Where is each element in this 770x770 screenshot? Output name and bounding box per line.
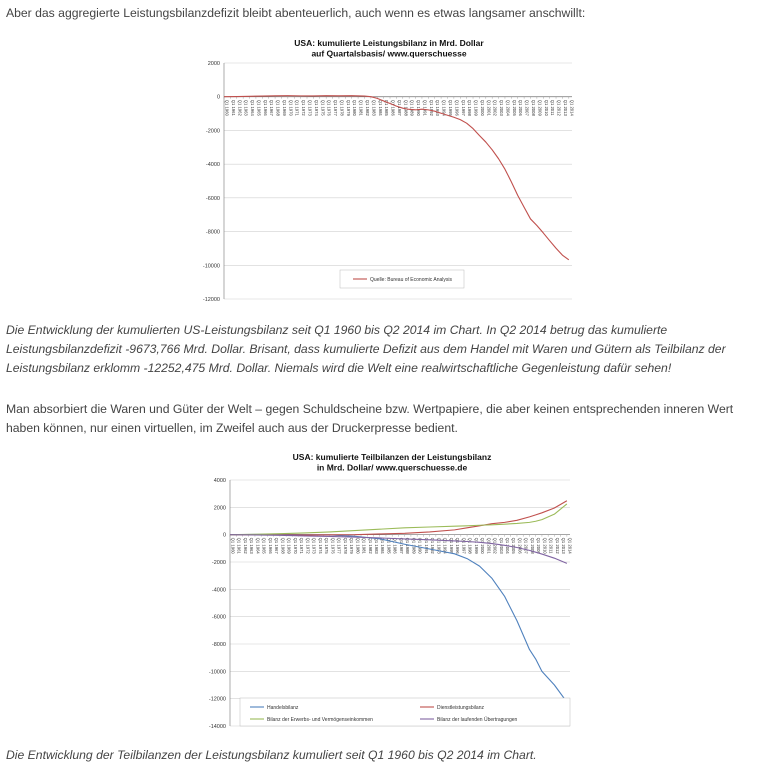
chart-svg: [200, 448, 580, 730]
x-tick-label: Q1 1963: [249, 537, 255, 554]
y-tick-label: -8000: [211, 642, 226, 648]
x-tick-label: Q1 1992: [430, 537, 436, 554]
x-tick-label: Q1 1966: [267, 537, 273, 554]
x-tick-label: Q1 1985: [384, 99, 390, 116]
x-tick-label: Q1 2005: [511, 99, 517, 116]
chart-title: USA: kumulierte Leistungsbilanz in Mrd. Dollar: [294, 38, 484, 48]
x-tick-label: Q1 2010: [543, 99, 549, 116]
x-tick-label: Q1 1975: [320, 99, 326, 116]
legend-label: Dienstleistungsbilanz: [437, 704, 484, 711]
x-tick-label: Q1 1987: [398, 537, 404, 554]
x-tick-label: Q1 1999: [473, 537, 479, 554]
x-tick-label: Q1 1966: [262, 99, 268, 116]
x-tick-label: Q1 1987: [396, 99, 402, 116]
legend-label: Quelle: Bureau of Economic Analysis: [370, 276, 452, 283]
x-tick-label: Q1 1996: [454, 99, 460, 116]
x-tick-label: Q1 1979: [345, 99, 351, 116]
x-tick-label: Q1 1992: [428, 99, 434, 116]
legend-label: Handelsbilanz: [267, 704, 299, 711]
legend-label: Bilanz der Erwerbs- und Vermögenseinkommen: [267, 716, 373, 723]
x-tick-label: Q1 1984: [377, 99, 383, 116]
x-tick-label: Q1 1960: [224, 99, 230, 116]
x-tick-label: Q1 2005: [511, 537, 517, 554]
x-tick-label: Q1 1995: [447, 99, 453, 116]
x-tick-label: Q1 2000: [480, 537, 486, 554]
x-tick-label: Q1 2013: [561, 537, 567, 554]
x-tick-label: Q1 1968: [280, 537, 286, 554]
x-tick-label: Q1 2006: [518, 99, 524, 116]
body-paragraph: Man absorbiert die Waren und Güter der Welt – gegen Schuldscheine bzw. Wertpapiere, die aber keinen entsprechenden inneren Wert haben können, nur einen virtuellen, im Zweifel auch aus der Druckerpresse bedient.: [6, 402, 734, 435]
legend-label: Bilanz der laufenden Übertragungen: [437, 716, 518, 723]
x-tick-label: Q1 1990: [417, 537, 423, 554]
x-tick-label: Q1 2012: [556, 99, 562, 116]
x-tick-label: Q1 1967: [274, 537, 280, 554]
x-tick-label: Q1 1969: [281, 99, 287, 116]
x-tick-label: Q1 1994: [442, 537, 448, 554]
x-tick-label: Q1 2001: [486, 537, 492, 554]
chart-title: USA: kumulierte Teilbilanzen der Leistungsbilanz: [292, 452, 492, 462]
chart-kumulierte-teilbilanzen: [200, 448, 580, 730]
chart-kumulierte-leistungsbilanz: [190, 36, 580, 306]
caption-chart-1: Die Entwicklung der kumulierten US-Leistungsbilanz seit Q1 1960 bis Q2 2014 im Chart. In Q2 2014 betrug das kumulierte Leistungsbilanzdefizit -9673,766 Mrd. Dollar. Brisant, dass kumulierte Defizit aus dem Handel mit Waren und Gütern als Teilbilanz der Leistungsbilanz erklomm -12252,475 Mrd. Dollar. Niemals wird die Welt eine realwirtschaftliche Gegenleistung dafür sehen!: [6, 323, 726, 375]
series-line-2: [230, 501, 567, 535]
x-tick-label: Q1 2007: [524, 99, 530, 116]
x-tick-label: Q1 2009: [536, 537, 542, 554]
x-tick-label: Q1 1991: [423, 537, 429, 554]
x-tick-label: Q1 2011: [548, 537, 554, 554]
x-tick-label: Q1 1973: [307, 99, 313, 116]
x-tick-label: Q1 1988: [403, 99, 409, 116]
x-tick-label: Q1 1961: [236, 537, 242, 554]
y-tick-label: 2000: [207, 61, 220, 67]
y-tick-label: -12000: [202, 297, 220, 303]
x-tick-label: Q1 2003: [498, 537, 504, 554]
y-tick-label: -14000: [208, 724, 226, 730]
x-tick-label: Q1 1973: [311, 537, 317, 554]
x-tick-label: Q1 2002: [492, 99, 498, 116]
x-tick-label: Q1 1962: [242, 537, 248, 554]
x-tick-label: Q1 1962: [237, 99, 243, 116]
x-tick-label: Q1 1997: [461, 537, 467, 554]
x-tick-label: Q1 1986: [390, 99, 396, 116]
x-tick-label: Q1 1965: [256, 99, 262, 116]
x-tick-label: Q1 1994: [441, 99, 447, 116]
x-tick-label: Q1 2007: [523, 537, 529, 554]
x-tick-label: Q1 1978: [339, 99, 345, 116]
x-tick-label: Q1 1989: [411, 537, 417, 554]
x-tick-label: Q1 1967: [269, 99, 275, 116]
x-tick-label: Q1 1999: [473, 99, 479, 116]
series-line-1: [224, 96, 569, 260]
series-line-1: [230, 534, 567, 702]
x-tick-label: Q1 2000: [479, 99, 485, 116]
x-tick-label: Q1 1970: [292, 537, 298, 554]
y-tick-label: 4000: [213, 478, 226, 484]
x-tick-label: Q1 1960: [230, 537, 236, 554]
x-tick-label: Q1 1976: [326, 99, 332, 116]
y-tick-label: -4000: [211, 587, 226, 594]
intro-text: Aber das aggregierte Leistungsbilanzdefizit bleibt abenteuerlich, auch wenn es etwas langsamer anschwillt:: [6, 6, 586, 20]
x-tick-label: Q1 1983: [371, 99, 377, 116]
x-tick-label: Q1 1976: [330, 537, 336, 554]
x-tick-label: Q1 2010: [542, 537, 548, 554]
x-tick-label: Q1 2014: [567, 537, 573, 554]
x-tick-label: Q1 1972: [301, 99, 307, 116]
x-tick-label: Q1 2003: [499, 99, 505, 116]
x-tick-label: Q1 1965: [261, 537, 267, 554]
x-tick-label: Q1 1961: [230, 99, 236, 116]
y-tick-label: -4000: [205, 162, 220, 169]
x-tick-label: Q1 1986: [392, 537, 398, 554]
x-tick-label: Q1 1977: [336, 537, 342, 554]
x-tick-label: Q1 1993: [435, 99, 441, 116]
x-tick-label: Q1 1968: [275, 99, 281, 116]
x-tick-label: Q1 1998: [467, 537, 473, 554]
y-tick-label: -6000: [211, 614, 226, 621]
x-tick-label: Q1 1989: [409, 99, 415, 116]
x-tick-label: Q1 1977: [333, 99, 339, 116]
x-tick-label: Q1 2004: [504, 537, 510, 554]
x-tick-label: Q1 1980: [355, 537, 361, 554]
x-tick-label: Q1 1983: [373, 537, 379, 554]
x-tick-label: Q1 1971: [294, 99, 300, 116]
x-tick-label: Q1 1964: [250, 99, 256, 116]
y-tick-label: -2000: [211, 560, 226, 566]
x-tick-label: Q1 1990: [416, 99, 422, 116]
y-tick-label: -10000: [202, 263, 220, 270]
x-tick-label: Q1 1988: [405, 537, 411, 554]
y-tick-label: 0: [216, 94, 220, 101]
x-tick-label: Q1 1998: [467, 99, 473, 116]
y-tick-label: -2000: [205, 128, 220, 135]
x-tick-label: Q1 2009: [537, 99, 543, 116]
x-tick-label: Q1 1985: [386, 537, 392, 554]
x-tick-label: Q1 1982: [367, 537, 373, 554]
x-tick-label: Q1 2001: [486, 99, 492, 116]
x-tick-label: Q1 1984: [380, 537, 386, 554]
x-tick-label: Q1 2002: [492, 537, 498, 554]
y-tick-label: -6000: [205, 195, 220, 202]
x-tick-label: Q1 2012: [554, 537, 560, 554]
x-tick-label: Q1 1981: [358, 99, 364, 116]
x-tick-label: Q1 1991: [422, 99, 428, 116]
x-tick-label: Q1 1969: [286, 537, 292, 554]
x-tick-label: Q1 1963: [243, 99, 249, 116]
chart-subtitle: in Mrd. Dollar/ www.querschuesse.de: [316, 462, 468, 473]
x-tick-label: Q1 2013: [562, 99, 568, 116]
x-tick-label: Q1 1996: [455, 537, 461, 554]
x-tick-label: Q1 1978: [342, 537, 348, 554]
x-tick-label: Q1 1974: [313, 99, 319, 116]
x-tick-label: Q1 2008: [530, 99, 536, 116]
x-tick-label: Q1 1975: [324, 537, 330, 554]
x-tick-label: Q1 1995: [448, 537, 454, 554]
y-tick-label: -8000: [205, 229, 220, 236]
x-tick-label: Q1 2008: [529, 537, 535, 554]
x-tick-label: Q1 1972: [305, 537, 311, 554]
chart-svg: [190, 36, 580, 306]
x-tick-label: Q1 1993: [436, 537, 442, 554]
x-tick-label: Q1 1982: [364, 99, 370, 116]
x-tick-label: Q1 2014: [569, 99, 575, 116]
x-tick-label: Q1 2006: [517, 537, 523, 554]
y-tick-label: 0: [222, 532, 226, 539]
x-tick-label: Q1 1997: [460, 99, 466, 116]
x-tick-label: Q1 1971: [299, 537, 305, 554]
x-tick-label: Q1 1974: [317, 537, 323, 554]
x-tick-label: Q1 2011: [550, 99, 556, 116]
x-tick-label: Q1 2004: [505, 99, 511, 116]
x-tick-label: Q1 1979: [349, 537, 355, 554]
x-tick-label: Q1 1970: [288, 99, 294, 116]
series-line-3: [230, 504, 567, 535]
x-tick-label: Q1 1980: [352, 99, 358, 116]
y-tick-label: -12000: [208, 696, 226, 703]
chart-subtitle: auf Quartalsbasis/ www.querschuesse: [311, 48, 467, 59]
y-tick-label: 2000: [213, 505, 226, 512]
x-tick-label: Q1 1981: [361, 537, 367, 554]
x-tick-label: Q1 1964: [255, 537, 261, 554]
caption-chart-2: Die Entwicklung der Teilbilanzen der Leistungsbilanz kumuliert seit Q1 1960 bis Q2 2014 im Chart.: [6, 748, 537, 762]
y-tick-label: -10000: [208, 669, 226, 676]
